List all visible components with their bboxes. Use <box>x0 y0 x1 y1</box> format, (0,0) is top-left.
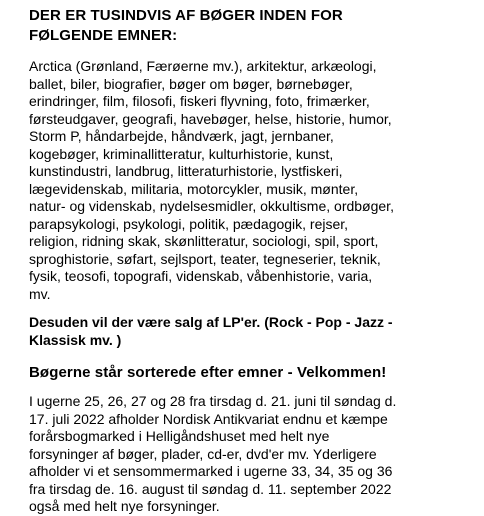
subjects-list: Arctica (Grønland, Færøerne mv.), arkitektur, arkæologi, ballet, biler, biografier, bøger om bøger, børnebøger, erindringer, film, filosofi, fiskeri flyvning, foto, frimærker, førsteudgaver, geografi, havebøger, helse, historie, humor, Storm P, håndarbejde, håndværk, jagt, jernbaner, kogebøger, kriminallitteratur, kulturhistorie, kunst, kunstindustri, landbrug, litteraturhistorie, lystfiskeri, lægevidenskab, militaria, motorcykler, musik, mønter, natur- og videnskab, nydelsesmidler, okkultisme, ordbøger, parapsykologi, psykologi, politik, pædagogik, rejser, religion, ridning skak, skønlitteratur, sociologi, spil, sport, sproghistorie, søfart, sejlsport, teater, tegneserier, teknik, fysik, teosofi, topografi, videnskab, våbenhistorie, varia, mv. <box>29 58 394 302</box>
sorted-welcome: Bøgerne står sorterede efter emner - Velkommen! <box>29 364 387 381</box>
notice-heading: DER ER TUSINDVIS AF BØGER INDEN FOR FØLGENDE EMNER: <box>29 7 343 44</box>
event-info: I ugerne 25, 26, 27 og 28 fra tirsdag d. 21. juni til søndag d. 17. juli 2022 afholder Nordisk Antikvariat endnu et kæmpe forårsbogmarked i Helligåndshuset med helt nye forsyninger af bøger, plader, cd-er, dvd'er mv. Yderligere afholder vi et sensommermarked i ugerne 33, 34, 35 og 36 fra tirsdag de. 16. august til søndag d. 11. september 2022 også med helt nye forsyninger. <box>29 393 397 514</box>
lp-sale-note: Desuden vil der være salg af LP'er. (Rock - Pop - Jazz - Klassisk mv. ) <box>29 314 393 348</box>
